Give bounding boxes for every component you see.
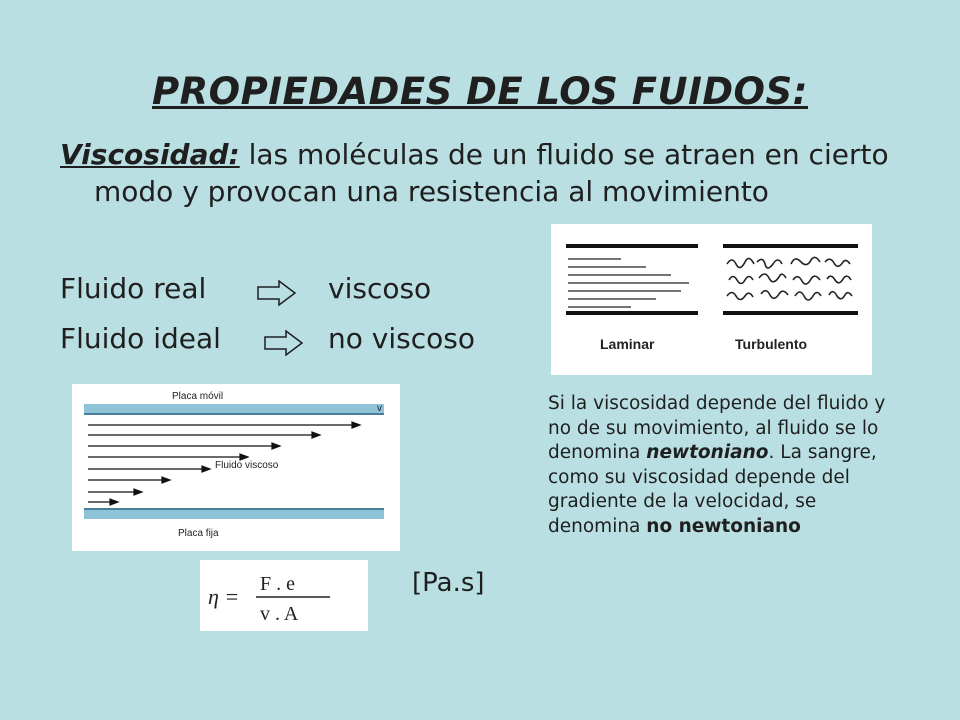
formula-numerator: F . e — [260, 573, 295, 595]
laminar-label: Laminar — [600, 336, 655, 352]
fluid-real-label: Fluido real — [60, 272, 207, 305]
flow-type-illustration — [551, 224, 872, 375]
fluid-ideal-line — [60, 322, 475, 356]
slide-title: PROPIEDADES DE LOS FUIDOS: — [152, 70, 808, 113]
viscosity-formula — [200, 560, 368, 631]
fluid-label: Fluido viscoso — [215, 460, 279, 471]
flow-type-figure — [551, 224, 872, 375]
note-text-2: . La sangre, como su viscosidad depende del gradiente de la velocidad, se denomina — [548, 442, 877, 537]
newtonian-term: newtoniano — [646, 442, 769, 463]
turbulent-label: Turbulento — [735, 336, 808, 352]
arrow-right-icon — [257, 280, 297, 306]
note-text-1: Si la viscosidad depende del fluido y no de su movimiento, al fluido se lo denomina — [548, 393, 886, 463]
velocity-label: v — [377, 403, 382, 414]
moving-plate-label: Placa móvil — [172, 391, 224, 402]
newtonian-note — [548, 392, 908, 539]
non-newtonian-term: no newtoniano — [646, 515, 801, 537]
arrow-right-icon — [264, 330, 304, 356]
plates-figure — [72, 384, 400, 551]
formula-denominator: v . A — [260, 603, 299, 625]
fixed-plate-label: Placa fija — [178, 528, 219, 539]
fluid-real-line — [60, 272, 432, 306]
fluid-real-value: viscoso — [328, 272, 432, 305]
formula-graphic — [200, 560, 368, 631]
plates-illustration — [72, 384, 400, 551]
viscosity-definition — [60, 136, 924, 210]
fluid-ideal-label: Fluido ideal — [60, 322, 221, 355]
viscosity-text: las moléculas de un fluido se atraen en cierto modo y provocan una resistencia al movimiento — [94, 138, 889, 208]
fluid-ideal-value: no viscoso — [328, 322, 475, 355]
formula-lhs: η = — [208, 584, 240, 609]
viscosity-units: [Pa.s] — [412, 568, 485, 598]
viscosity-term: Viscosidad: — [60, 138, 240, 171]
